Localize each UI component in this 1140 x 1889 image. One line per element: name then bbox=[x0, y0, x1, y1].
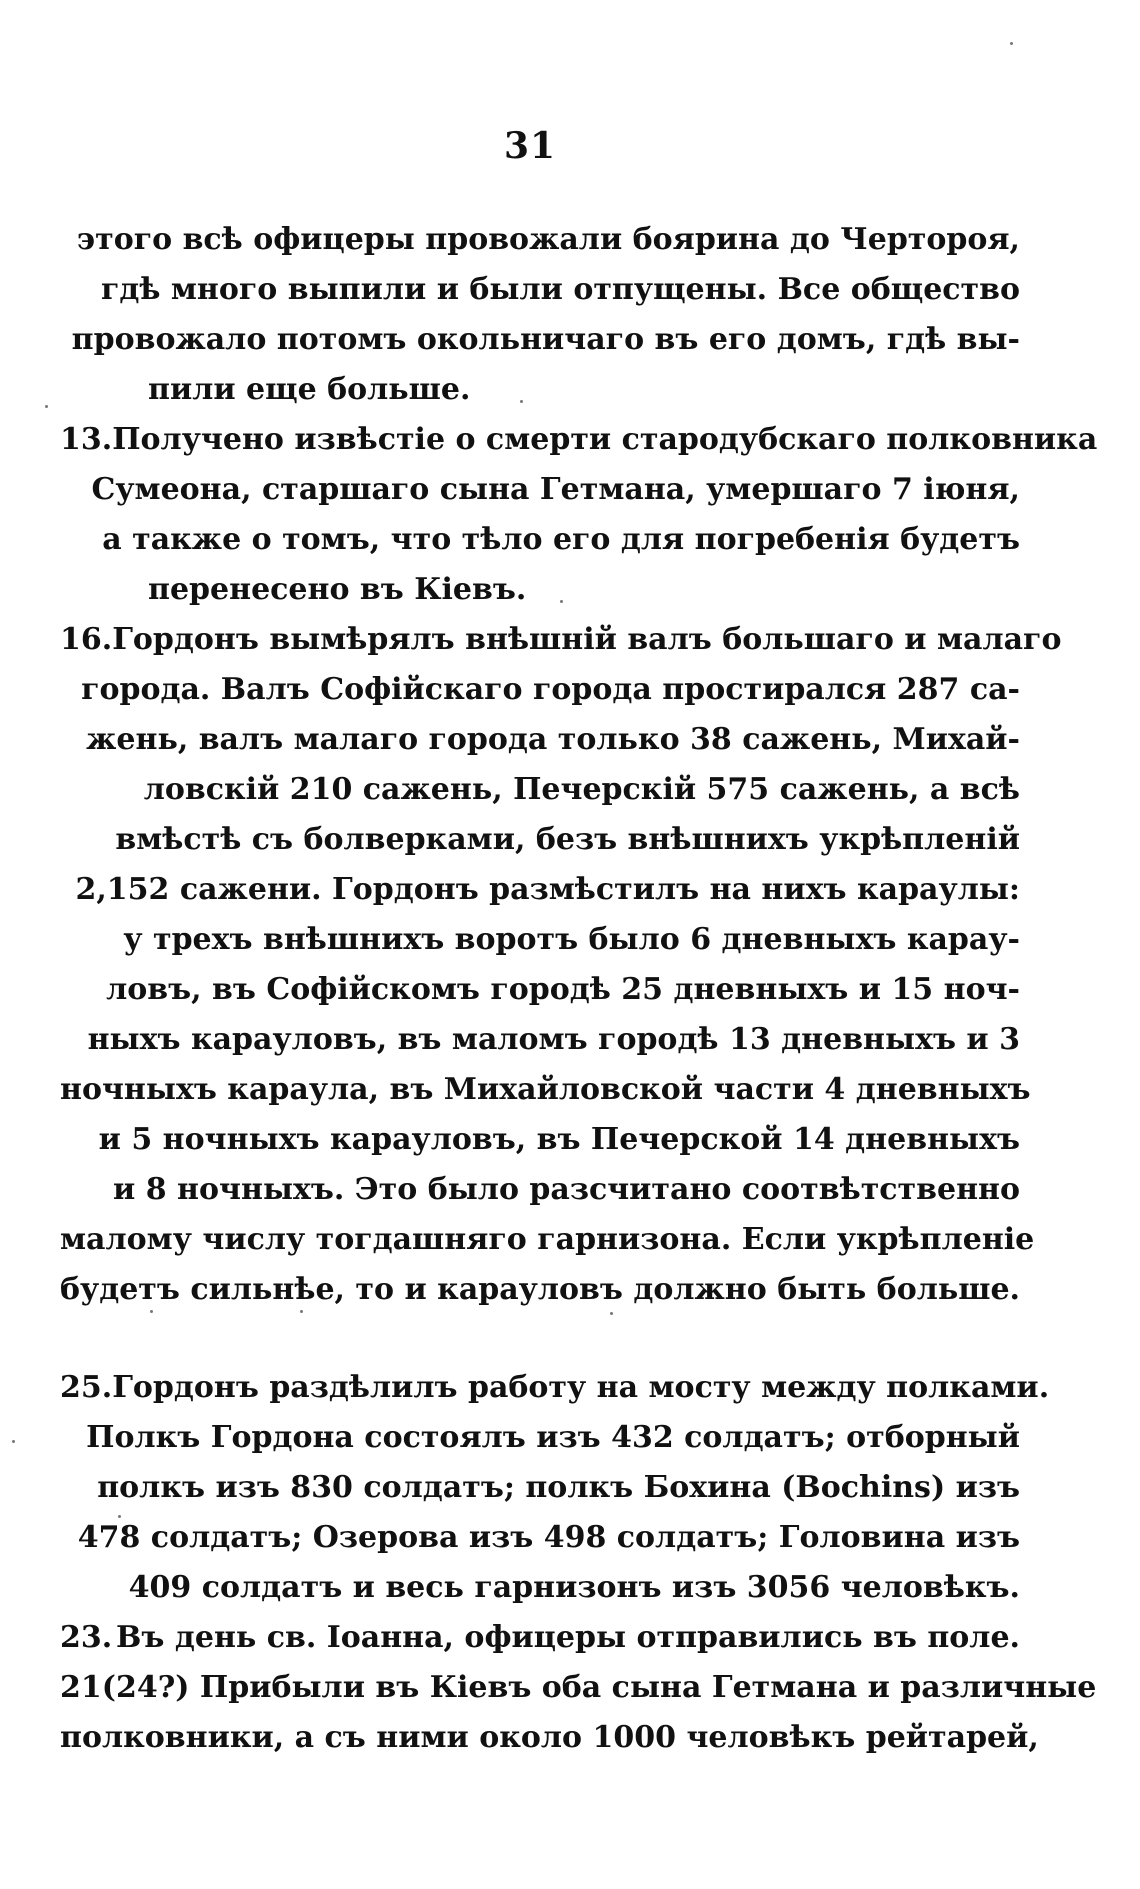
text-line bbox=[60, 1563, 1020, 1613]
text-line bbox=[60, 715, 1020, 765]
scan-speck bbox=[520, 400, 523, 403]
text-line bbox=[60, 965, 1020, 1015]
line-text: 478 солдатъ; Озерова изъ 498 солдатъ; Головина изъ bbox=[77, 1520, 1020, 1555]
scan-speck bbox=[1010, 42, 1013, 45]
line-text: ловъ, въ Софійскомъ городѣ 25 дневныхъ и 15 ноч- bbox=[106, 972, 1020, 1007]
text-line bbox=[60, 1015, 1020, 1065]
line-text: будетъ сильнѣе, то и карауловъ должно быть больше. bbox=[60, 1272, 1020, 1307]
scan-speck bbox=[150, 1310, 153, 1313]
entry-number: 16. bbox=[60, 622, 113, 657]
text-line bbox=[60, 1065, 1031, 1115]
text-line bbox=[60, 1363, 1050, 1413]
text-line bbox=[60, 1663, 1097, 1713]
text-line bbox=[60, 365, 1020, 415]
scan-speck bbox=[118, 1515, 121, 1518]
line-text: полковники, а съ ними около 1000 человѣкъ рейтарей, bbox=[60, 1720, 1039, 1755]
text-line bbox=[60, 1713, 1039, 1763]
line-text: жень, валъ малаго города только 38 сажень, Михай- bbox=[86, 722, 1020, 757]
text-line bbox=[60, 215, 1020, 265]
paragraph-gap bbox=[60, 1315, 1020, 1363]
scan-speck bbox=[610, 1312, 613, 1315]
scan-speck bbox=[300, 1310, 303, 1313]
line-text: ныхъ карауловъ, въ маломъ городѣ 13 дневныхъ и 3 bbox=[87, 1022, 1020, 1057]
text-line bbox=[60, 1215, 1035, 1265]
line-text: Гордонъ раздѣлилъ работу на мосту между полками. bbox=[112, 1370, 1050, 1405]
text-line bbox=[60, 1115, 1020, 1165]
entry-number: 13. bbox=[60, 422, 113, 457]
text-line bbox=[60, 815, 1020, 865]
line-text: Въ день св. Іоанна, офицеры отправились въ поле. bbox=[116, 1620, 1020, 1655]
text-line bbox=[60, 915, 1020, 965]
line-text: а также о томъ, что тѣло его для погребенія будетъ bbox=[102, 522, 1020, 557]
text-line bbox=[60, 1265, 1020, 1315]
text-line bbox=[60, 865, 1020, 915]
line-text: ночныхъ караула, въ Михайловской части 4 дневныхъ bbox=[60, 1072, 1031, 1107]
line-text: ловскій 210 сажень, Печерскій 575 сажень, а всѣ bbox=[143, 772, 1020, 807]
page-number: 31 bbox=[503, 125, 557, 167]
entry-number: 25. bbox=[60, 1370, 113, 1405]
text-line bbox=[60, 1613, 1020, 1663]
scan-speck bbox=[560, 600, 563, 603]
scan-speck bbox=[12, 1440, 15, 1443]
text-line bbox=[60, 1463, 1020, 1513]
line-text: (24?) Прибыли въ Кіевъ оба сына Гетмана и различные bbox=[101, 1670, 1097, 1705]
line-text: у трехъ внѣшнихъ воротъ было 6 дневныхъ карау- bbox=[123, 922, 1020, 957]
text-line bbox=[60, 565, 1020, 615]
text-line bbox=[60, 665, 1020, 715]
entry-number: 23. bbox=[60, 1620, 113, 1655]
scan-speck bbox=[45, 405, 48, 408]
line-text: и 5 ночныхъ карауловъ, въ Печерской 14 дневныхъ bbox=[98, 1122, 1020, 1157]
line-text: гдѣ много выпили и были отпущены. Все общество bbox=[100, 272, 1020, 307]
line-text: этого всѣ офицеры провожали боярина до Чертороя, bbox=[76, 222, 1020, 257]
line-text: Сумеона, старшаго сына Гетмана, умершаго 7 іюня, bbox=[91, 472, 1020, 507]
text-line bbox=[60, 315, 1020, 365]
text-line bbox=[60, 515, 1020, 565]
text-line bbox=[60, 1413, 1020, 1463]
line-text: провожало потомъ окольничаго въ его домъ, гдѣ вы- bbox=[71, 322, 1020, 357]
text-line bbox=[60, 765, 1020, 815]
line-text: Гордонъ вымѣрялъ внѣшній валъ большаго и малаго bbox=[112, 622, 1062, 657]
line-text: пили еще больше. bbox=[148, 372, 471, 407]
text-line bbox=[60, 1513, 1020, 1563]
line-text: Получено извѣстіе о смерти стародубскаго полковника bbox=[112, 422, 1098, 457]
line-text: 2,152 сажени. Гордонъ размѣстилъ на нихъ караулы: bbox=[75, 872, 1020, 907]
line-text: города. Валъ Софійскаго города простирался 287 са- bbox=[81, 672, 1020, 707]
line-text: малому числу тогдашняго гарнизона. Если укрѣпленіе bbox=[60, 1222, 1035, 1257]
line-text: 409 солдатъ и весь гарнизонъ изъ 3056 человѣкъ. bbox=[128, 1570, 1020, 1605]
entry-number: 21 bbox=[60, 1670, 102, 1705]
line-text: полкъ изъ 830 солдатъ; полкъ Бохина (Bochins) изъ bbox=[97, 1470, 1020, 1505]
line-text: вмѣстѣ съ болверками, безъ внѣшнихъ укрѣпленій bbox=[115, 822, 1020, 857]
text-line bbox=[60, 465, 1020, 515]
page-text bbox=[60, 215, 1098, 1763]
line-text: Полкъ Гордона состоялъ изъ 432 солдатъ; отборный bbox=[86, 1420, 1020, 1455]
text-line bbox=[60, 415, 1098, 465]
line-text: и 8 ночныхъ. Это было разсчитано соотвѣтственно bbox=[113, 1172, 1020, 1207]
text-line bbox=[60, 1165, 1020, 1215]
line-text: перенесено въ Кіевъ. bbox=[148, 572, 527, 607]
text-line bbox=[60, 265, 1020, 315]
text-line bbox=[60, 615, 1062, 665]
